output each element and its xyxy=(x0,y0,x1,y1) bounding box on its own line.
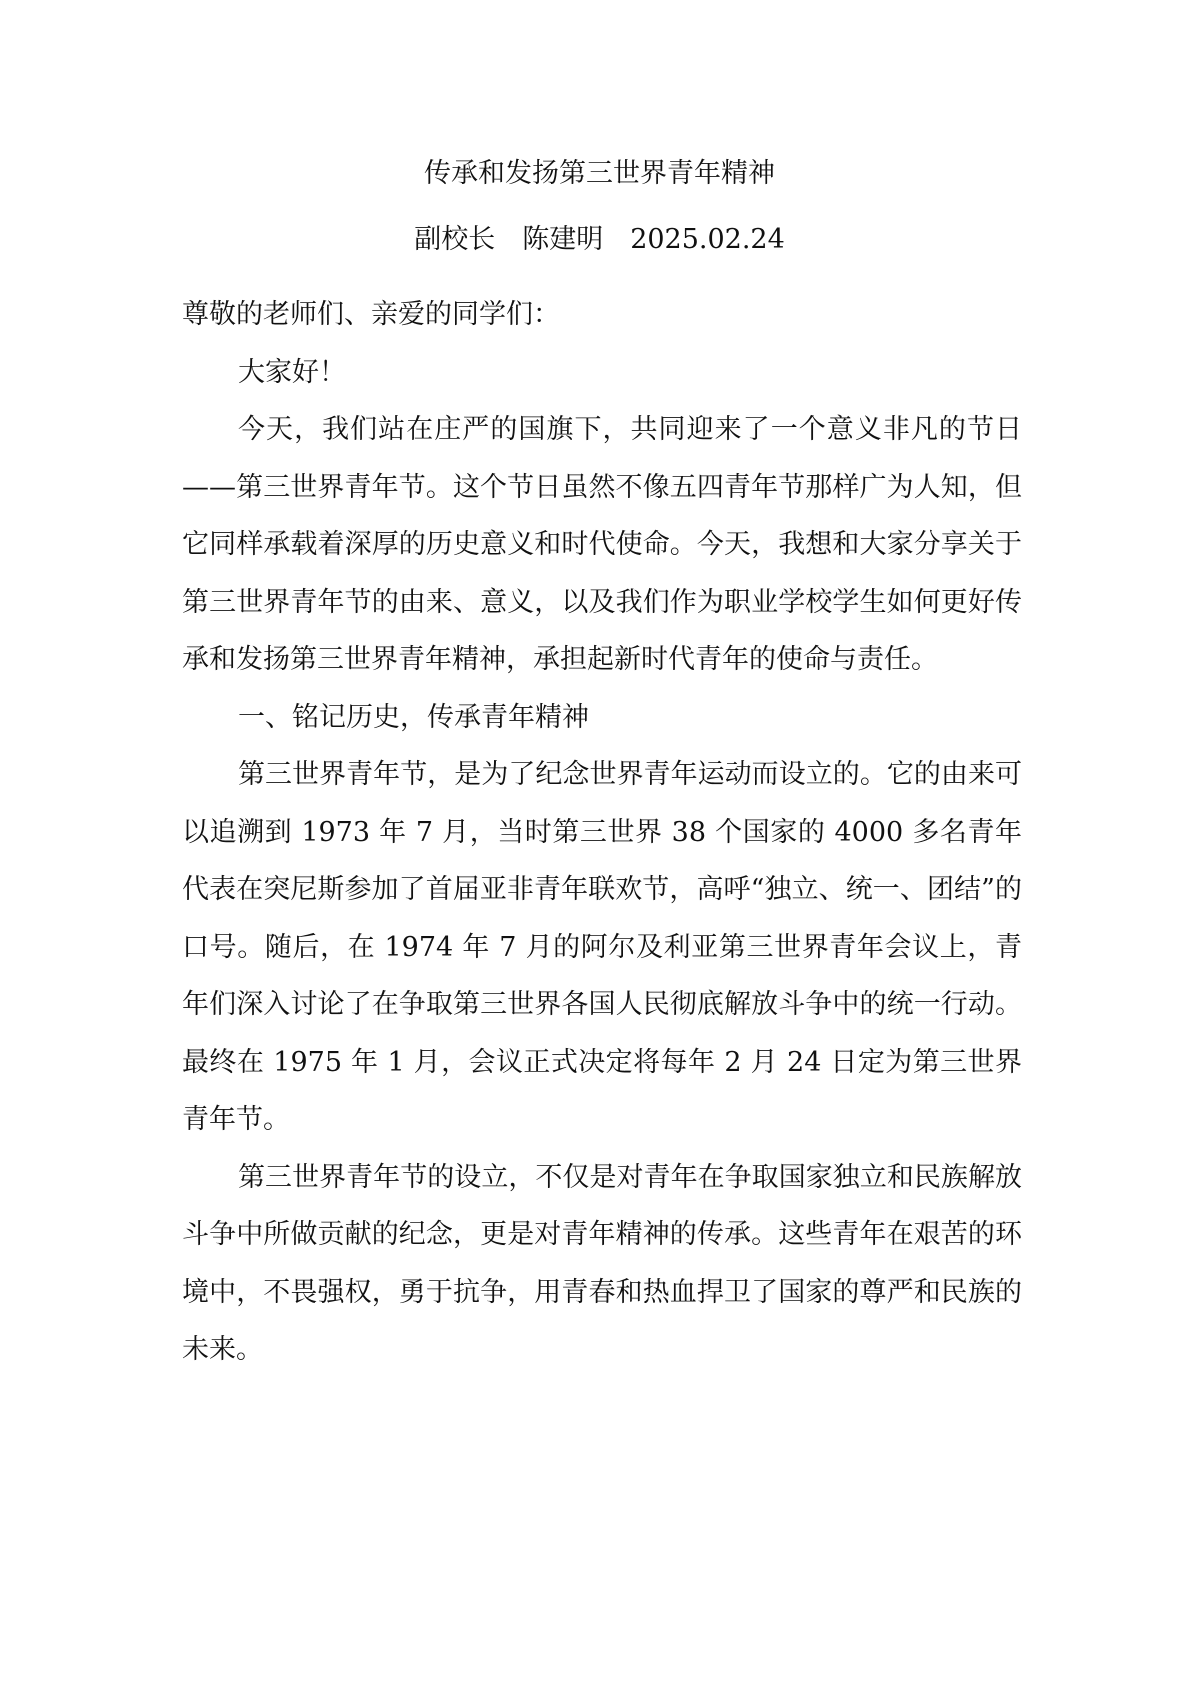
document-body xyxy=(182,286,1022,1379)
paragraph-significance: 第三世界青年节的设立，不仅是对青年在争取国家独立和民族解放斗争中所做贡献的纪念，更是对青年精神的传承。这些青年在艰苦的环境中，不畏强权，勇于抗争，用青春和热血捍卫了国家的尊严和民族的未来。 xyxy=(182,1161,1022,1365)
paragraph-history: 第三世界青年节，是为了纪念世界青年运动而设立的。它的由来可以追溯到 1973 年 7 月，当时第三世界 38 个国家的 4000 多名青年代表在突尼斯参加了首届亚非青年联欢节，高呼“独立、统一、团结”的口号。随后，在 1974 年 7 月的阿尔及利亚第三世界青年会议上，青年们深入讨论了在争取第三世界各国人民彻底解放斗争中的统一行动。最终在 1975 年 1 月，会议正式决定将每年 2 月 24 日定为第三世界青年节。 xyxy=(182,759,1022,1135)
section-heading: 一、铭记历史，传承青年精神 xyxy=(238,701,589,733)
document-byline: 副校长 陈建明 2025.02.24 xyxy=(414,224,785,255)
paragraph-greeting: 大家好！ xyxy=(238,356,346,388)
document-title: 传承和发扬第三世界青年精神 xyxy=(424,158,775,189)
paragraph-intro: 今天，我们站在庄严的国旗下，共同迎来了一个意义非凡的节日——第三世界青年节。这个节日虽然不像五四青年节那样广为人知，但它同样承载着深厚的历史意义和时代使命。今天，我想和大家分享关于第三世界青年节的由来、意义，以及我们作为职业学校学生如何更好传承和发扬第三世界青年精神，承担起新时代青年的使命与责任。 xyxy=(182,414,1022,675)
salutation: 尊敬的老师们、亲爱的同学们： xyxy=(182,299,560,330)
